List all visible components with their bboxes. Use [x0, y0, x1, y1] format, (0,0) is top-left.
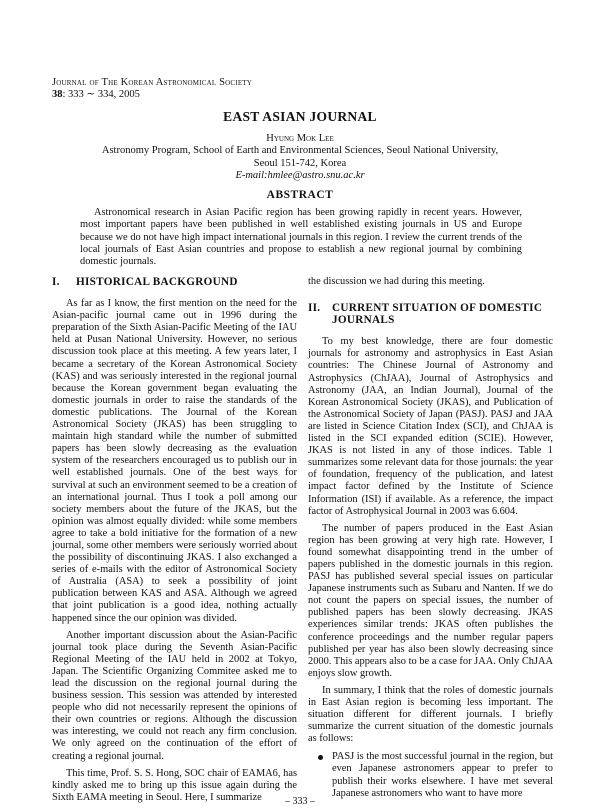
journal-header	[52, 77, 252, 101]
journal-citation	[52, 89, 252, 101]
continued-paragraph: the discussion we had during this meeting.	[308, 276, 485, 287]
journal-pages: : 333 ∼ 334, 2005	[62, 89, 140, 100]
section-1-paragraph: Another important discussion about the Asian-Pacific journal took place during the Seventh Asian-Pacific Regional Meeting of the IAU held in 2002 at Tokyo, Japan. The Scientific Organizing Commitee asked me to lead the discussion on the regional journal during the business session. This session was attended by interested people who did not necessarily represent the opinions of their own countries or regions. Although the discussion was interesting, we could not reach any firm conclusion. We only agreed on the continuation of the effort of creating a regional journal.	[52, 629, 297, 762]
paper-title: EAST ASIAN JOURNAL	[223, 109, 377, 124]
section-2-title: CURRENT SITUATION OF DOMESTIC JOURNALS	[332, 302, 543, 327]
page-number: – 333 –	[285, 796, 315, 807]
journal-volume: 38	[52, 89, 63, 100]
section-2-paragraph: The number of papers produced in the East Asian region has been growing at very high rate. However, I found somewhat disappointing trend in the umber of papers published in the domestic journals in this region. PASJ has published several special issues on particular Japanese instruments such as Subaru and Nanten. If we do not count the papers on special issues, the number of published papers has been slowly decreasing. JKAS experiences similar trends: JKAS often publishes the conference proceedings and the number regular papers published per year has also been slowly decreasing since 2000. This appears also to be a case for JAA. Only ChJAA enjoys slow growth.	[308, 522, 553, 679]
section-2-paragraph: In summary, I think that the roles of domestic journals in East Asian region is becoming less important. The situation different for different journals. I briefly summarize the current situation of the domestic journals as follows:	[308, 684, 553, 745]
section-1-title: HISTORICAL BACKGROUND	[76, 276, 238, 288]
author-block	[60, 133, 540, 183]
list-item	[308, 751, 553, 799]
right-column	[308, 276, 553, 800]
bullet-text: PASJ is the most successful journal in the region, but even Japanese astronomers appear to prefer to publish their works elsewhere. I have met several Japanese astronomers who want to have more	[332, 751, 553, 799]
abstract-heading: ABSTRACT	[266, 189, 334, 201]
section-1-number: I.	[52, 276, 60, 288]
bullet-list	[308, 751, 553, 799]
left-column	[52, 276, 297, 804]
author-city: Seoul 151-742, Korea	[253, 157, 347, 169]
abstract-text: Astronomical research in Asian Pacific region has been growing rapidly in recent years. However, most important papers have been published in well established existing journals in US and Europe because we do not have high impact international journals in this region. I review the current trends of the local journals of East Asian countries and propose to establish a new regional journal by combining domestic journals.	[80, 207, 522, 268]
author-email: E-mail:hmlee@astro.snu.ac.kr	[235, 170, 365, 182]
section-1-paragraph: This time, Prof. S. S. Hong, SOC chair of EAMA6, has kindly asked me to bring up this issue again during the Sixth EAMA meeting in Seoul. Here, I summarize	[52, 767, 297, 803]
section-2-paragraph: To my best knowledge, there are four domestic journals for astronomy and astrophysics in East Asian countries: The Chinese Journal of Astronomy and Astrophysics (ChJAA), Journal of Astrophysics and Astronomy (JAA, an Indian Journal), Journal of the Korean Astronomical Society (JKAS), and Publication of the Astronomical Society of Japan (PASJ). PASJ and JAA are listed in Science Citation Index (SCI), and ChJAA is listed in the SCI expanded edition (SCIE). However, JKAS is not listed in any of those indices. Table 1 summarizes some relevant data for those journals: the year of foundation, frequency of the publication, and latest impact factor defined by the Institute of Science Information (ISI) if available. As a reference, the impact factor of Astrophysical Journal in 2003 was 6.604.	[308, 336, 553, 517]
section-2-number: II.	[308, 302, 321, 315]
section-2-heading	[308, 302, 553, 326]
section-1-heading	[52, 276, 297, 288]
author-name: Hyung Mok Lee	[266, 133, 334, 144]
section-1-paragraph: As far as I know, the first mention on the need for the Asian-pacific journal came out in 1996 during the preparation of the Sixth Asian-Pacific Meeting of the IAU held at Pusan National University. However, no serious discussion took place at this meeting. A few years later, I became a secretary of the Korean Astronomical Society (KAS) and was seriously interested in the regional journal because the Korean government began evaluating the domestic journals in order to raise the standards of the domestic publications. The Journal of the Korean Astronomical Society (JKAS) has been struggling to maintain high standard while the number of submitted papers has been slowly decreasing as the evaluation system of the researchers encouraged us to publish our in well established journals. One of the best ways for survival at such an environment seemed to be a creation of an international journal. Thus I took a poll among our society members about the future of the JKAS, but the opinion was almost equally divided: while some members agree to take a bold initiative for the formation of a new journal, some other members were seriously worried about the possibility of discontinuing JKAS. I also exchanged a series of e-mails with the editor of Astronomical Society of Australia (ASA) to seek a possibility of joint publication between KAS and ASA. Although we agreed that joint publication is a good idea, nothing actually happened since the our opinion was divided.	[52, 298, 297, 624]
bullet-icon	[318, 755, 323, 760]
journal-name: Journal of The Korean Astronomical Society	[52, 77, 253, 88]
author-affiliation: Astronomy Program, School of Earth and Environmental Sciences, Seoul National University,	[101, 145, 499, 157]
